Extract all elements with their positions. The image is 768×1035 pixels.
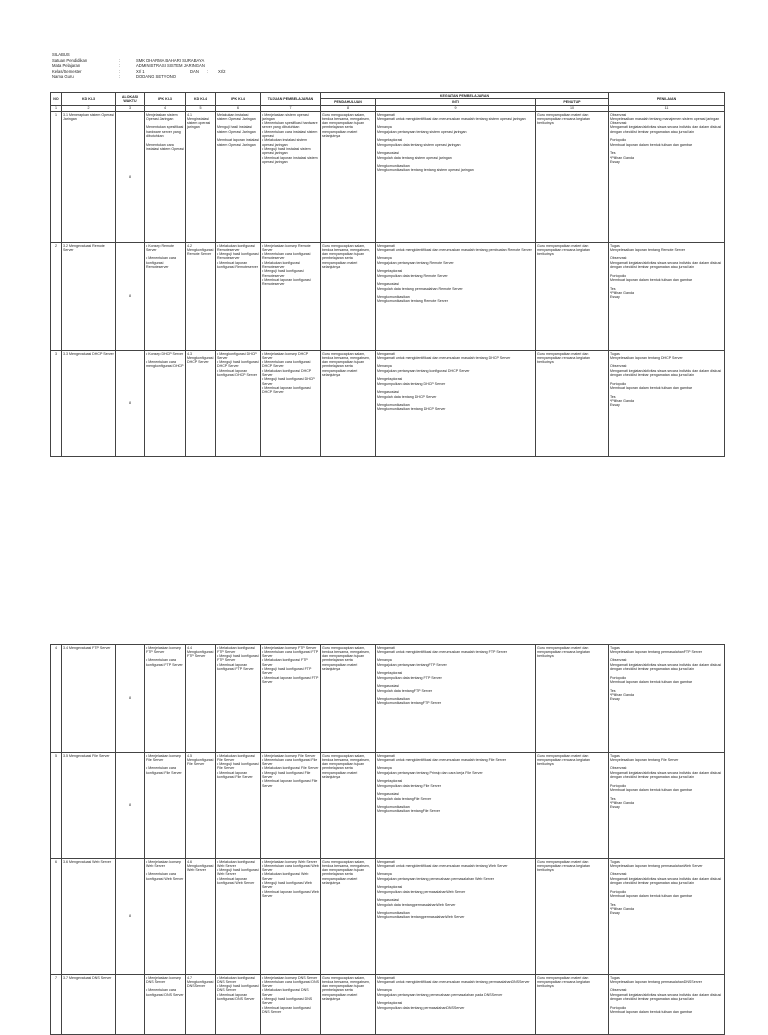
column-number: 10 [536,105,609,111]
inti-cell: Mengamati Mengamati untuk mengidentifikasi dan merumuskan masalah tentang FTP Server Menanya Mengajukan pertanyaan tentangFTP Server Mengeksplorasi Mengumpulkan data tentang FTP Server Mengasosiasi Mengolah data tentangFTP Server Mengkomunikasikan Mengkomunikasikan tentangFTP Server [376,645,536,753]
ipk-ki3-cell: • Menjelaskan konsep Web Server • Menentukan cara konfigurasi Web Server [145,859,186,975]
kd-ki3-cell: 3.1 Menerapkan sistem Operasi Jaringan [62,111,116,242]
document-title: SILABUS [52,52,70,57]
col-header-kd4: KD KI-4 [186,93,216,106]
syllabus-header [52,52,225,80]
alokasi-waktu-cell: 8 [116,753,145,859]
ipk-ki4-cell: • Melakukan konfigurasi File Server • Menguji hasil konfigurasi File Server • Membuat laporan konfigurasi File Server [216,753,261,859]
inti-cell: Mengamati Mengamati untuk mengidentifikasi dan merumuskan masalah tentang pembuatan Remote Server Menanya Mengajukan pertanyaan tentang Remote Server Mengeksplorasi Mengumpulkan data tentang Remote Server Mengasosiasi Mengolah data tentang permasalahan Remote Server Mengkomunikasikan Mengkomunikasikan tentang Remote Server [376,242,536,350]
kd-ki3-cell: 3.3 Mengevaluasi DHCP Server [62,350,116,456]
col-header-tujuan: TUJUAN PEMBELAJARAN [261,93,321,106]
inti-cell: Mengamati Mengamati untuk mengidentifikasi dan merumuskan masalah tentang permasalahanDNSServer Menanya Mengajukan pertanyaan tentang pemecahaan permasalahan pada DNSServer Mengeksplorasi Mengumpulkan data tentang permasalahanDNSServer [376,975,536,1035]
col-header-alokasi: ALOKASI WAKTU [116,93,145,106]
penutup-cell: Guru menyampaikan materi dan menyampaikan rencana kegiatan berikutnya [536,111,609,242]
header-field-satuan: Satuan Pendidikan : SMK DHARMA BAHARI SURABAYA [52,57,205,63]
ipk-ki4-cell: • Melakukan konfigurasi DNS Server • Menguji hasil konfigurasi DNS Server • Membuat laporan konfigurasi DNS Server [216,975,261,1035]
header-field-kelas: Kelas/Semester : XI/ 1 DAN : XI/2 [52,68,226,74]
penilaian-cell: Tugas Menyelesaikan laporan tentang permasalahanDNSServer Observasi: Mengamati kegiatan/aktivitas siswa secara individu dan dalam diskusi dengan checklist lembar pengamatan atau jurnal lain Portopolio Membuat laporan dalam bentuk tulisan dan gambar [609,975,725,1035]
pendahuluan-cell: Guru mengucapkan salam, berdoa bersama, mengabsen, dan menyampaikan tujuan pembelajaran serta menyampaikan materi selanjutnya [321,242,376,350]
penutup-cell: Guru menyampaikan materi dan menyampaikan rencana kegiatan berikutnya [536,859,609,975]
row-number: 2 [51,242,62,350]
pendahuluan-cell: Guru mengucapkan salam, berdoa bersama, mengabsen, dan menyampaikan tujuan pembelajaran serta menyampaikan materi selanjutnya [321,975,376,1035]
row-number: 4 [51,645,62,753]
pendahuluan-cell: Guru mengucapkan salam, berdoa bersama, mengabsen, dan menyampaikan tujuan pembelajaran serta menyampaikan materi selanjutnya [321,111,376,242]
table-row [51,753,725,859]
penilaian-cell: Tugas Menyelesaikan laporan tentang permasalahanFTP Server Observasi: Mengamati kegiatan/aktivitas siswa secara individu dan dalam diskusi dengan checklist lembar pengamatan atau jurnal lain Portopolio Membuat laporan dalam bentuk tulisan dan gambar Tes *Pilihan Ganda Essay [609,645,725,753]
column-number: 4 [145,105,186,111]
penutup-cell: Guru menyampaikan materi dan menyampaikan rencana kegiatan berikutnya [536,975,609,1035]
col-header-no: NO [51,93,62,106]
row-number: 7 [51,975,62,1035]
ipk-ki3-cell: • Menjelaskan konsep FTP Server • Menentukan cara konfigurasi FTP Server [145,645,186,753]
column-number: 8 [321,105,376,111]
ipk-ki4-cell: Melakukan instalasi sistem Operasi Jaringan Menguji hasil instalasi sistem Operasi Jaringan Membuat laporan instalasi sistem Operasi Jaringan [216,111,261,242]
ipk-ki4-cell: • Melakukan konfigurasi Remoteserver • Menguji hasil konfigurasi Remoteserver • Membuat laporan konfigurasi Remoteserver [216,242,261,350]
col-header-ipk4: IPK KI-4 [216,93,261,106]
penilaian-cell: Tugas Menyelesaikan laporan tentang Remote Server Observasi: Mengamati kegiatan/aktivitas siswa secara individu dan dalam diskusi dengan checklist lembar pengamatan atau jurnal lain Portopolio Membuat laporan dalam bentuk tulisan dan gambar Tes *Pilihan Ganda Essay [609,242,725,350]
kd-ki4-cell: 4.1 Menginstalasi sistem operasi jaringan [186,111,216,242]
table-row [51,111,725,242]
kd-ki3-cell: 3.5 Mengevaluasi File Server [62,753,116,859]
ipk-ki3-cell: • Menjelaskan konsep DNS Server • Menentukan cara konfigurasi DNS Server [145,975,186,1035]
penutup-cell: Guru menyampaikan materi dan menyampaikan rencana kegiatan berikutnya [536,242,609,350]
pendahuluan-cell: Guru mengucapkan salam, berdoa bersama, mengabsen, dan menyampaikan tujuan pembelajaran serta menyampaikan materi selanjutnya [321,753,376,859]
col-header-ipk3: IPK KI-3 [145,93,186,106]
pendahuluan-cell: Guru mengucapkan salam, berdoa bersama, mengabsen, dan menyampaikan tujuan pembelajaran serta menyampaikan materi selanjutnya [321,859,376,975]
row-number: 5 [51,753,62,859]
tujuan-cell: • Menjelaskan konsep FTP Server • Menentukan cara konfigurasi FTP Server • Melakukan konfigurasi FTP Server • Menguji hasil konfigurasi FTP Server • Membuat laporan konfigurasi FTP Server [261,645,321,753]
column-number: 6 [216,105,261,111]
kd-ki3-cell: 3.2 Mengevaluasi Remote Server [62,242,116,350]
column-number: 3 [116,105,145,111]
tujuan-cell: • Menjelaskan konsep File Server • Menentukan cara konfigurasi File Server • Melakukan konfigurasi File Server • Menguji hasil konfigurasi File Server • Membuat laporan konfigurasi File Server [261,753,321,859]
tujuan-cell: • Menjelaskan konsep DHCP Server • Menentukan cara konfigurasi DHCP Server • Melakukan konfigurasi DHCP Server • Menguji hasil konfigurasi DHCP Server • Membuat laporan konfigurasi DHCP Server [261,350,321,456]
row-number: 1 [51,111,62,242]
col-header-kd3: KD KI-3 [62,93,116,106]
col-header-kegiatan: KEGIATAN PEMBELAJARAN [321,93,609,99]
col-header-penilaian: PENILAIAN [609,93,725,106]
penutup-cell: Guru menyampaikan materi dan menyampaikan rencana kegiatan berikutnya [536,645,609,753]
table-row [51,350,725,456]
table-row [51,975,725,1035]
alokasi-waktu-cell: 8 [116,350,145,456]
syllabus-table-page-2 [50,644,725,1035]
penutup-cell: Guru menyampaikan materi dan menyampaikan rencana kegiatan berikutnya [536,753,609,859]
alokasi-waktu-cell [116,975,145,1035]
syllabus-table-page-1 [50,92,725,457]
alokasi-waktu-cell: 8 [116,242,145,350]
kd-ki3-cell: 3.6 Mengevaluasi Web Server [62,859,116,975]
tujuan-cell: • Menjelaskan konsep DNS Server • Menentukan cara konfigurasi DNS Server • Melakukan konfigurasi DNS Server • Menguji hasil konfigurasi DNS Server • Membuat laporan konfigurasi DNS Server [261,975,321,1035]
inti-cell: Mengamati Mengamati untuk mengidentifikasi dan merumuskan masalah tentang sistem operasi jaringan Menanya Mengajukan pertanyaan tentang sistem operasi jaringan Mengeksplorasi Mengumpulkan data tentang sistem operasi jaringan Mengasosiasi Mengolah data tentang sistem operasi jaringan Mengkomunikasikan Mengkomunikasikan tentang tentang sistem operasi jaringan [376,111,536,242]
tujuan-cell: • Menjelaskan sistem operasi jaringan • Menentukan spesifikasi hardware server yang dibutuhkan • Menentukan cara instalasi sistem operasi • Melakukan instalasi sistem operasi jaringan • Menguji hasil instalasi sistem operasi jaringan • Membuat laporan instalasi sistem operasi jaringan [261,111,321,242]
ipk-ki3-cell: • Konsep Remote Server • Menentukan cara konfigurasi Remoteserver [145,242,186,350]
kd-ki3-cell: 3.7 Mengevaluasi DNS Server [62,975,116,1035]
inti-cell: Mengamati Mengamati untuk mengidentifikasi dan merumuskan masalah tentang File Server Menanya Mengajukan pertanyaan tentang Prinsip dan cara kerja File Server Mengeksplorasi Mengumpulkan data tentang File Server Mengasosiasi Mengolah data tentangFile Server Mengkomunikasikan Mengkomunikasikan tentangFile Server [376,753,536,859]
ipk-ki3-cell: Menjelaskan sistem Operasi Jaringan Menentukan spesifikasi hardware server yang dibutuhkan Menentukan cara instalasi sistem Operasi [145,111,186,242]
alokasi-waktu-cell: 8 [116,859,145,975]
column-number: 9 [376,105,536,111]
kd-ki4-cell: 4.5 Mengkonfigurasi File Server [186,753,216,859]
ipk-ki3-cell: • Menjelaskan konsep File Server • Menentukan cara konfigurasi File Server [145,753,186,859]
table-row [51,859,725,975]
row-number: 3 [51,350,62,456]
column-number: 2 [62,105,116,111]
ipk-ki4-cell: • Melakukan konfigurasi Web Server • Menguji hasil konfigurasi Web Server • Membuat laporan konfigurasi Web Server [216,859,261,975]
kd-ki4-cell: 4.3 Mengkonfigurasi DHCP Server [186,350,216,456]
kd-ki4-cell: 4.2 Mengkonfigurasi Remote Server [186,242,216,350]
penilaian-cell: Tugas Menyelesaikan laporan tentang permasalahanWeb Server Observasi: Mengamati kegiatan/aktivitas siswa secara individu dan dalam diskusi dengan checklist lembar pengamatan atau jurnal lain Portopolio Membuat laporan dalam bentuk tulisan dan gambar Tes *Pilihan Ganda Essay [609,859,725,975]
column-number: 5 [186,105,216,111]
inti-cell: Mengamati Mengamati untuk mengidentifikasi dan merumuskan masalah tentang DHCP Server Menanya Mengajukan pertanyaan tentang konfigurasi DHCP Server Mengeksplorasi Mengumpulkan data tentang DHCP Server Mengasosiasi Mengolah data tentang DHCP Server Mengkomunikasikan Mengkomunikasikan tentang DHCP Server [376,350,536,456]
kd-ki4-cell: 4.4 Mengkonfigurasi FTP Server [186,645,216,753]
penilaian-cell: Tugas Menyelesaikan laporan tentang File Server Observasi: Mengamati kegiatan/aktivitas siswa secara individu dan dalam diskusi dengan checklist lembar pengamatan atau jurnal lain Portopolio Membuat laporan dalam bentuk tulisan dan gambar Tes *Pilihan Ganda Essay [609,753,725,859]
kd-ki4-cell: 4.7 Mengkonfigurasi DNSServer [186,975,216,1035]
header-field-mapel: Mata Pelajaran : ADMINISTRASI SISTEM JARINGAN [52,63,205,69]
header-field-guru: Nama Guru : DODANG SETYONO [52,74,177,80]
alokasi-waktu-cell: 8 [116,111,145,242]
tujuan-cell: • Menjelaskan konsep Remote Server • Menentukan cara konfigurasi Remoteserver • Melakukan konfigurasi Remoteserver • Menguji hasil konfigurasi Remoteserver • Membuat laporan konfigurasi Remoteserver [261,242,321,350]
table-row [51,242,725,350]
ipk-ki3-cell: • Konsep DHCP Server • Menentukan cara mengkonfigurasi DHCP [145,350,186,456]
table-body-page-1 [51,111,725,456]
column-number: 11 [609,105,725,111]
penutup-cell: Guru menyampaikan materi dan menyampaikan rencana kegiatan berikutnya [536,350,609,456]
penilaian-cell: Tugas Menyelesaikan laporan tentang DHCP Server Observasi: Mengamati kegiatan/aktivitas siswa secara individu dan dalam diskusi dengan checklist lembar pengamatan atau jurnal lain Portopolio Membuat laporan dalam bentuk tulisan dan gambar Tes *Pilihan Ganda Essay [609,350,725,456]
table-body-page-2 [51,645,725,1035]
kd-ki3-cell: 3.4 Mengevaluasi FTP Server [62,645,116,753]
column-number: 1 [51,105,62,111]
col-header-pendahuluan: PENDAHULUAN [321,99,376,105]
column-number: 7 [261,105,321,111]
tujuan-cell: • Menjelaskan konsep Web Server • Menentukan cara konfigurasi Web Server • Melakukan konfigurasi Web Server • Menguji hasil konfigurasi Web Server • Membuat laporan konfigurasi Web Server [261,859,321,975]
ipk-ki4-cell: • Melakukan konfigurasi FTP Server • Menguji hasil konfigurasi FTP Server • Membuat laporan konfigurasi FTP Server [216,645,261,753]
pendahuluan-cell: Guru mengucapkan salam, berdoa bersama, mengabsen, dan menyampaikan tujuan pembelajaran serta menyampaikan materi selanjutnya [321,350,376,456]
table-row [51,645,725,753]
pendahuluan-cell: Guru mengucapkan salam, berdoa bersama, mengabsen, dan menyampaikan tujuan pembelajaran serta menyampaikan materi selanjutnya [321,645,376,753]
ipk-ki4-cell: • Mengkonfigurasi DHCP Server • Menguji hasil konfigurasi DHCP Server • Membuat laporan konfigurasi DHCP Server [216,350,261,456]
inti-cell: Mengamati Mengamati untuk mengidentifikasi dan merumuskan masalah tentang Web Server Menanya Mengajukan pertanyaan tentang pemecahaan permasalahan Web Server Mengeksplorasi Mengumpulkan data tentang permasalahanWeb Server Mengasosiasi Mengolah data tentangpermasalahanWeb Server Mengkomunikasikan Mengkomunikasikan tentangpermasalahanWeb Server [376,859,536,975]
alokasi-waktu-cell: 8 [116,645,145,753]
col-header-inti: INTI [376,99,536,105]
kd-ki4-cell: 4.6 Mengkonfigurasi Web Server [186,859,216,975]
row-number: 6 [51,859,62,975]
penilaian-cell: Observasi Menyelesaikan masalah tentang manajemen sistem operasi jaringan Observasi: Mengamati kegiatan/aktivitas siswa secara individu dan dalam diskusi dengan checklist lembar pengamatan atau jurnal lain Portopolio Membuat laporan dalam bentuk tulisan dan gambar Tes *Pilihan Ganda Essay [609,111,725,242]
col-header-penutup: PENUTUP [536,99,609,105]
